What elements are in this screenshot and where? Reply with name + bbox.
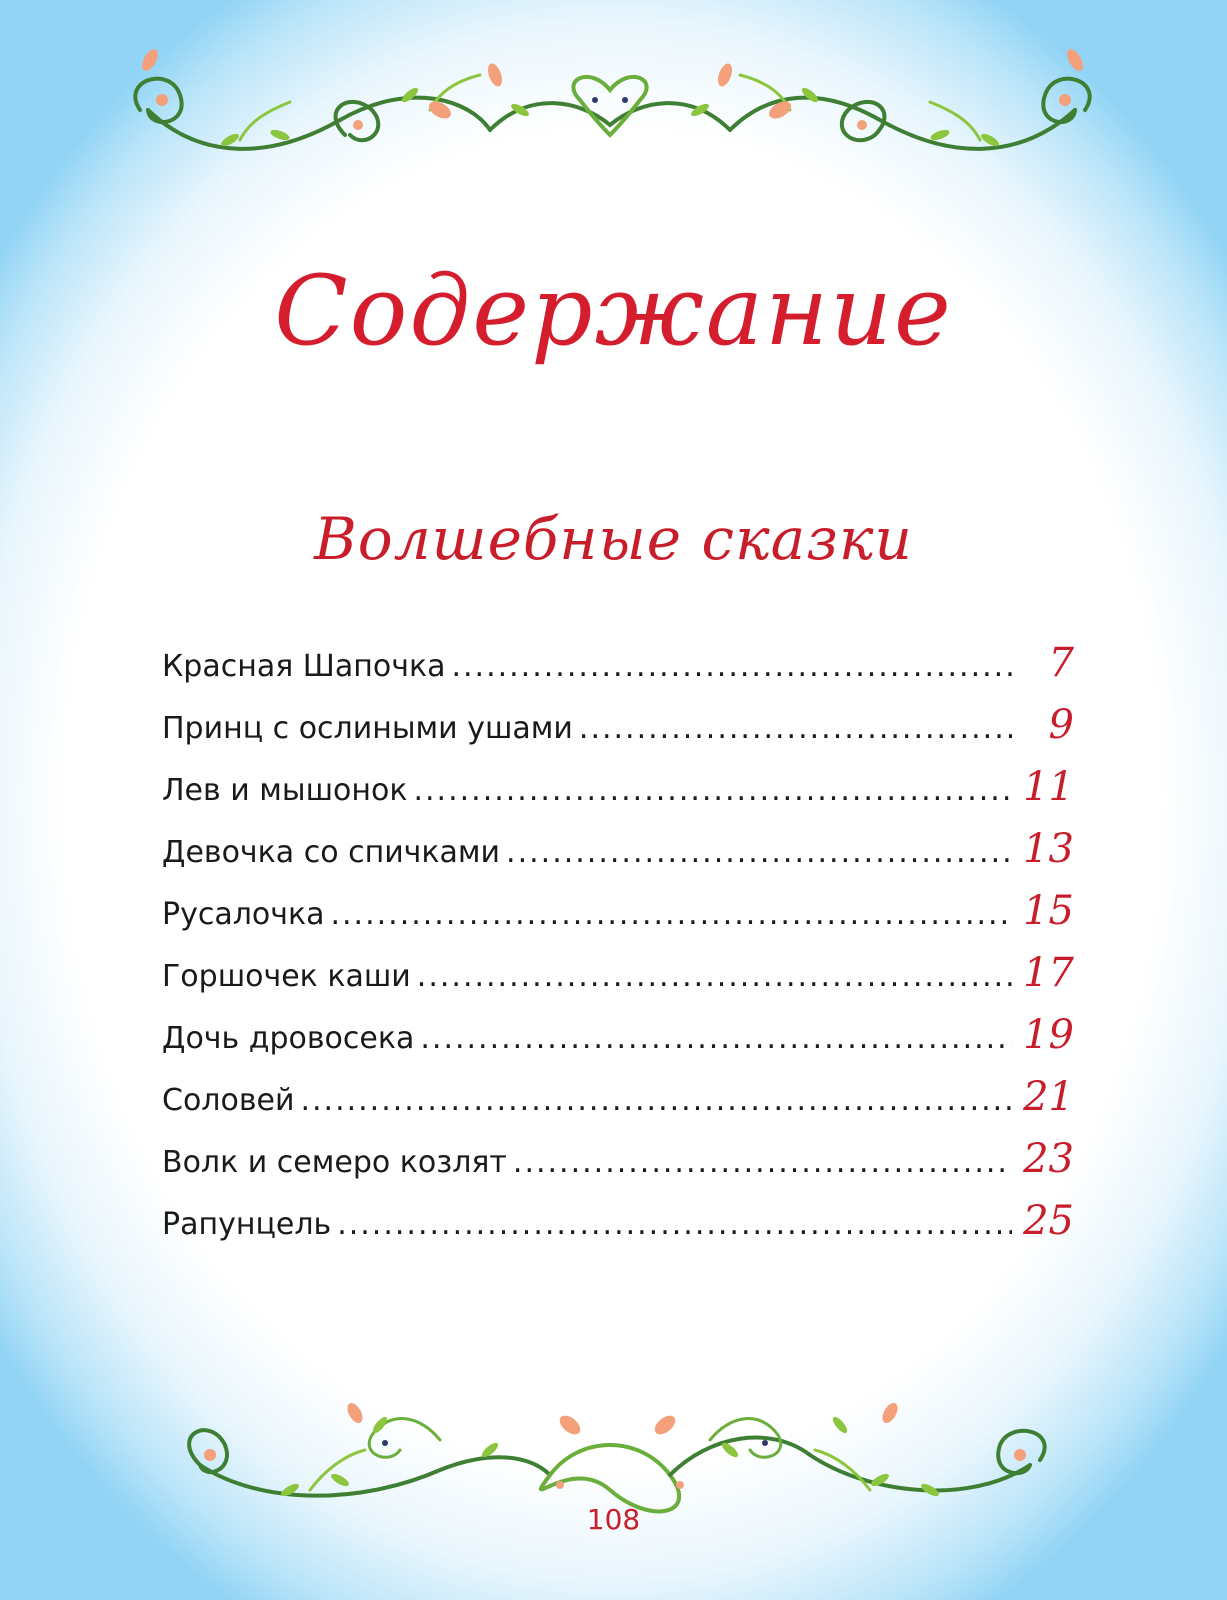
toc-entry[interactable] xyxy=(162,640,1074,702)
toc-dot-leader xyxy=(330,897,1012,932)
toc-entry-page: 15 xyxy=(1023,888,1074,934)
toc-entry-title: Рапунцель xyxy=(162,1207,332,1242)
toc-entry-title: Волк и семеро козлят xyxy=(162,1145,507,1180)
toc-entry-page: 25 xyxy=(1023,1198,1074,1244)
toc-entry-title: Русалочка xyxy=(162,897,325,932)
toc-entry[interactable] xyxy=(162,1198,1074,1260)
toc-entry-title: Лев и мышонок xyxy=(162,773,408,808)
toc-entry[interactable] xyxy=(162,888,1074,950)
toc-dot-leader xyxy=(513,1145,1012,1180)
toc-entry-page: 19 xyxy=(1023,1012,1074,1058)
toc-dot-leader xyxy=(420,1021,1012,1056)
toc-entry-page: 11 xyxy=(1023,764,1074,810)
toc-entry-page: 23 xyxy=(1023,1136,1074,1182)
toc-entry[interactable] xyxy=(162,764,1074,826)
page-number: 108 xyxy=(586,1503,641,1536)
toc-dot-leader xyxy=(300,1083,1012,1118)
toc-dot-leader xyxy=(451,649,1012,684)
toc-entry-title: Девочка со спичками xyxy=(162,835,501,870)
toc-entry[interactable] xyxy=(162,1136,1074,1198)
toc-entry-title: Принц с ослиными ушами xyxy=(162,711,573,746)
table-of-contents xyxy=(162,640,1074,1260)
section-title: Волшебные сказки xyxy=(314,505,913,573)
page-title: Содержание xyxy=(274,255,953,367)
toc-entry-title: Горшочек каши xyxy=(162,959,411,994)
toc-entry-page: 17 xyxy=(1023,950,1074,996)
toc-entry[interactable] xyxy=(162,826,1074,888)
toc-dot-leader xyxy=(417,959,1012,994)
toc-entry-page: 7 xyxy=(1048,640,1074,686)
toc-entry[interactable] xyxy=(162,702,1074,764)
toc-entry-title: Красная Шапочка xyxy=(162,649,446,684)
toc-dot-leader xyxy=(579,711,1012,746)
toc-dot-leader xyxy=(413,773,1012,808)
top-vine-border xyxy=(110,40,1117,190)
toc-entry-page: 21 xyxy=(1023,1074,1074,1120)
toc-dot-leader xyxy=(337,1207,1012,1242)
toc-entry-page: 13 xyxy=(1023,826,1074,872)
toc-entry[interactable] xyxy=(162,950,1074,1012)
toc-entry[interactable] xyxy=(162,1074,1074,1136)
toc-dot-leader xyxy=(506,835,1012,870)
toc-entry-title: Соловей xyxy=(162,1083,295,1118)
toc-entry[interactable] xyxy=(162,1012,1074,1074)
toc-entry-title: Дочь дровосека xyxy=(162,1021,415,1056)
toc-entry-page: 9 xyxy=(1048,702,1074,748)
